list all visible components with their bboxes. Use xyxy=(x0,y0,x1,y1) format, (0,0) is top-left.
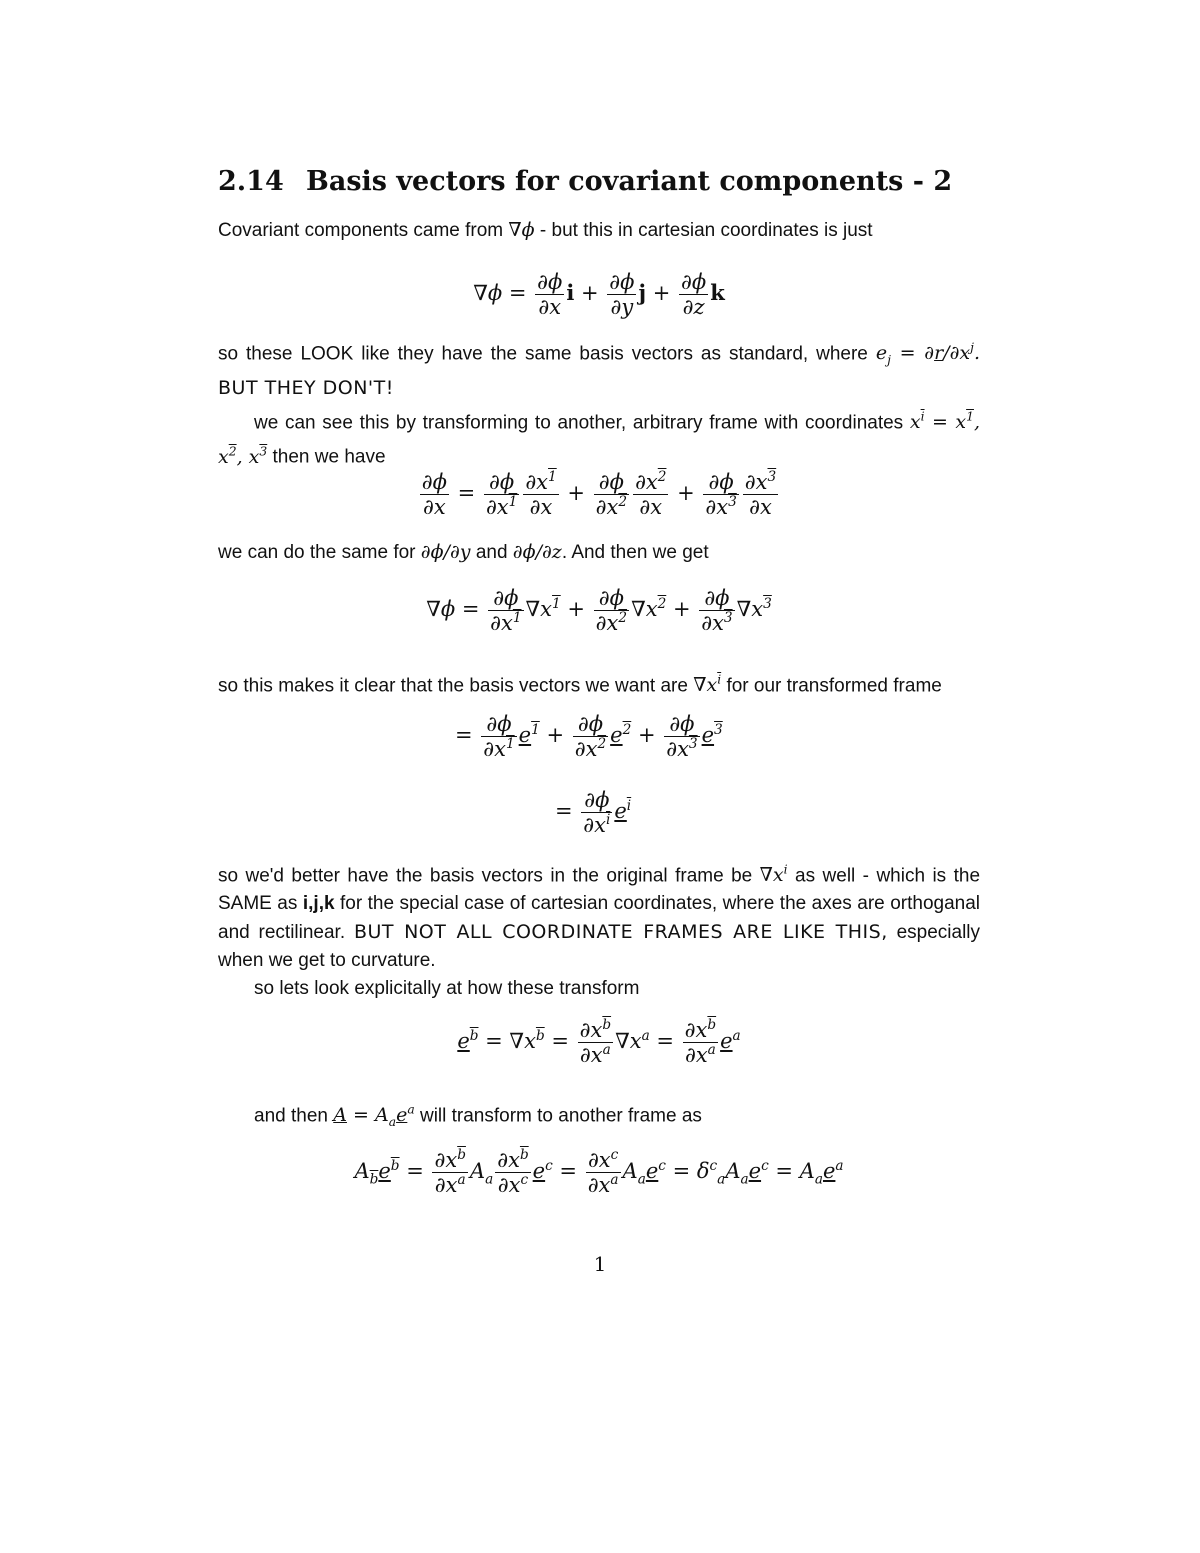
text-span: for the special case of cartesian coordinates, where the axes are orthoganal and rectilinear. xyxy=(218,893,980,944)
paragraph-original-frame: so we'd better have the basis vectors in the original frame be $\nabla x^i$ as well - which is the SAME as i,j,k for the special case of cartesian coordinates, where the axes are orthoganal and rectilinear. BUT NOT ALL COORDINATE FRAMES ARE LIKE THIS, especially when we get to curvature. so lets look explicitally at how these transform xyxy=(218,863,981,1000)
text-span: will transform to another frame as xyxy=(419,1105,702,1127)
equation-vector-invariance: $A_{\overline{b}}e^{\overline{b}}$ = $\frac{\partial x^{\overline{b}}}{\partial x^a}$ $A_a$ $\frac{\partial x^{\overline{b}}}{\partial x^c}$ $e^c$ = $\frac{\partial x^c}{\partial x^a}$ $A_ae^c = \delta^c_aA_ae^c = A_ae^a$ xyxy=(354,1147,844,1198)
text-span: so this makes it clear that the basis vectors we want are xyxy=(218,675,688,697)
section-number: 2.14 xyxy=(218,166,284,197)
text-span: BUT NOT ALL COORDINATE FRAMES ARE LIKE THIS, xyxy=(353,921,888,944)
section-heading xyxy=(218,166,952,197)
text-span: BUT THEY DON'T! xyxy=(218,377,394,400)
section-title: Basis vectors for covariant components - 2 xyxy=(306,166,953,197)
equation-chain-rule: $\frac{\partial\phi}{\partial x}$ = $\frac{\partial\phi}{\partial x^1}$ $\frac{\partial x^1}{\partial x}$ + $\frac{\partial\phi}{\partial x^2}$ $\frac{\partial x^2}{\partial x}$ + $\frac{\partial\phi}{\partial x^3}$ $\frac{\partial x^3}{\partial x}$ xyxy=(421,469,777,520)
equation-basis-transform: $e^{\overline{b}} = \nabla x^{\overline{b}}$ = $\frac{\partial x^{\overline{b}}}{\partial x^a}$ $\nabla x^a$ = $\frac{\partial x^{\overline{b}}}{\partial x^a}$ $e^a$ xyxy=(457,1017,741,1068)
paragraph-intro: Covariant components came from ∇ϕ - but this in cartesian coordinates is just xyxy=(218,219,873,241)
text-span: then we have xyxy=(272,446,386,468)
text-span: we can see this by transforming to another, arbitrary frame with coordinates xyxy=(254,412,904,434)
text-span: so lets look explicitally at how these transform xyxy=(254,978,640,1000)
text-span: and xyxy=(475,542,508,563)
text-span: i,j,k xyxy=(302,893,335,915)
text-span: especially when we get to curvature. xyxy=(218,922,981,972)
text-span: for our transformed frame xyxy=(726,675,942,697)
text-span: Covariant components came from xyxy=(218,220,504,241)
text-span: and then xyxy=(254,1105,328,1127)
equation-basis-compact: = $\frac{\partial\phi}{\partial x^{\overline{i}}}$ $e^{\overline{i}}$ xyxy=(555,788,632,838)
text-span: we can do the same for xyxy=(218,542,416,563)
equation-gradient-new-frame: ∇ϕ = $\frac{\partial\phi}{\partial x^1}$ $\nabla x^1$ + $\frac{\partial\phi}{\partial x^2}$ $\nabla x^2$ + $\frac{\partial\phi}{\partial x^3}$ $\nabla x^3$ xyxy=(426,586,772,636)
paragraph-look-like: so these LOOK like they have the same basis vectors as standard, where $e_j = \partial r/\partial x^j$. BUT THEY DON'T! we can see this by transforming to another, arbitrary frame with coordinates $x^{\overline{i}} = x^1$, $x^2$, $x^3$ then we have xyxy=(218,341,981,468)
paragraph-same-for: we can do the same for ∂ϕ/∂y and ∂ϕ/∂z. And then we get xyxy=(218,541,709,563)
text-span: . And then we get xyxy=(561,542,709,563)
equation-gradient-cartesian: ∇ϕ = $\frac{\partial\phi}{\partial x}$ i + $\frac{\partial\phi}{\partial y}$ j + $\frac{\partial\phi}{\partial z}$ k xyxy=(473,270,725,320)
paragraph-and-then: and then $A = A_ae^a$ will transform to another frame as xyxy=(254,1103,702,1130)
text-span: so we'd better have the basis vectors in the original frame be xyxy=(218,865,753,887)
text-span: so these LOOK like they have the same basis vectors as standard, where xyxy=(218,343,868,365)
equation-basis-sum: = $\frac{\partial\phi}{\partial x^1}$ $e^1$ + $\frac{\partial\phi}{\partial x^2}$ $e^2$ + $\frac{\partial\phi}{\partial x^3}$ $e^3$ xyxy=(455,712,723,762)
paragraph-basis-vectors: so this makes it clear that the basis vectors we want are $\nabla x^{\overline{i}}$ for our transformed frame xyxy=(218,673,942,697)
text-span: as well - which is the SAME as xyxy=(218,865,981,915)
text-span: - but this in cartesian coordinates is just xyxy=(539,220,873,241)
page-number: 1 xyxy=(593,1252,607,1276)
